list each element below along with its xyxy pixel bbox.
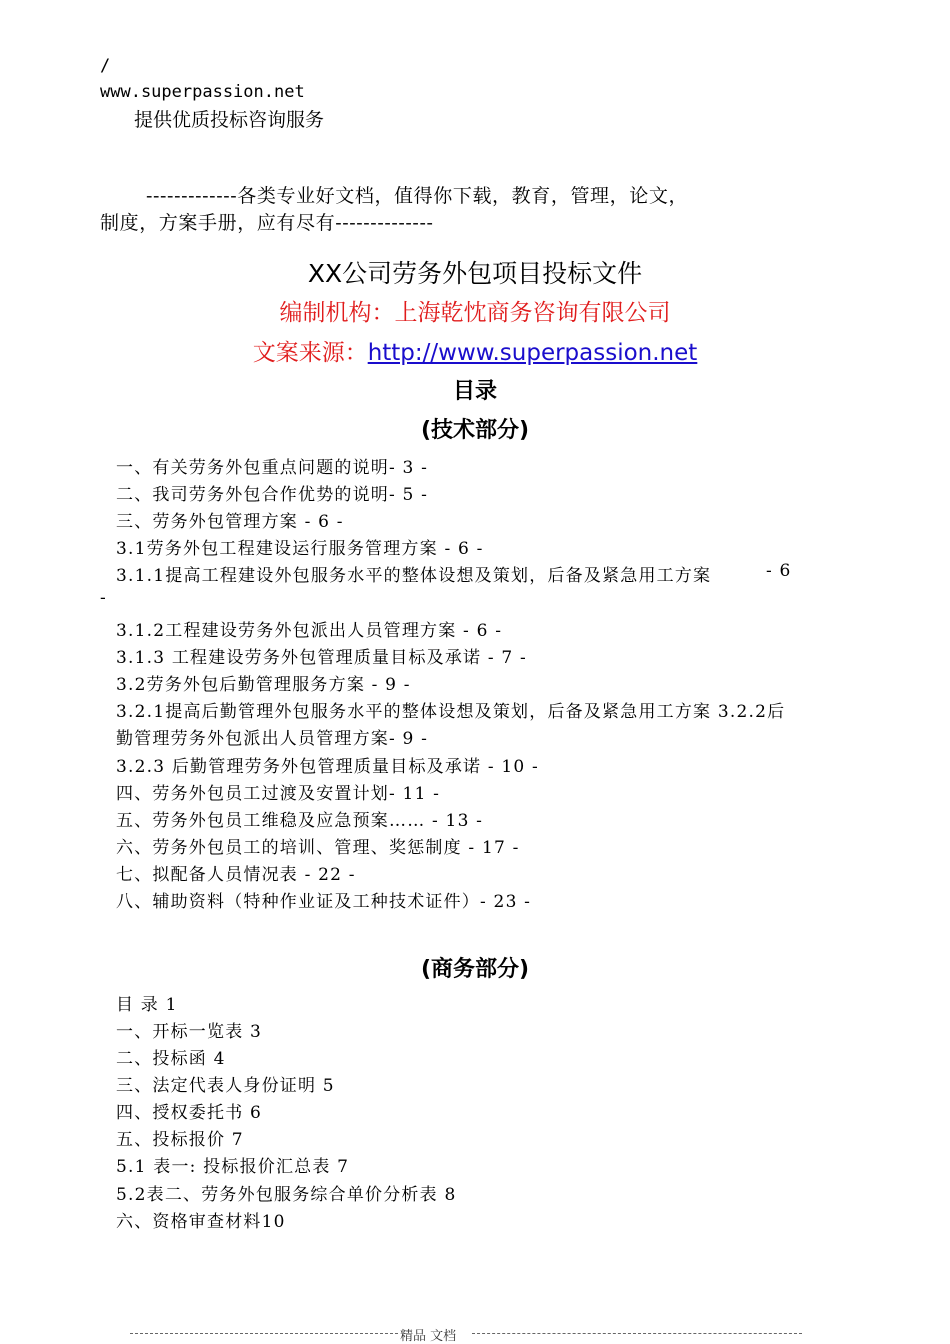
toc-item[interactable]: 五、投标报价 7 [116,1130,244,1150]
toc-item[interactable]: 3.1.3 工程建设劳务外包管理质量目标及承诺 - 7 - [116,648,527,668]
toc-item[interactable]: 3.2.3 后勤管理劳务外包管理质量目标及承诺 - 10 - [116,757,539,777]
toc-item-continuation: - [100,588,107,608]
toc-item[interactable]: 四、授权委托书 6 [116,1103,263,1123]
footer-rule-right [472,1333,802,1334]
source-link[interactable]: http://www.superpassion.net [367,340,698,366]
footer-rule-left [130,1333,398,1334]
toc-item[interactable]: 3.1劳务外包工程建设运行服务管理方案 - 6 - [116,539,484,559]
toc-item[interactable]: 六、劳务外包员工的培训、管理、奖惩制度 - 17 - [116,838,520,858]
footer-text: 精品 文档 [400,1329,457,1344]
header-slash: / [100,56,111,76]
toc-item[interactable]: 3.1.2工程建设劳务外包派出人员管理方案 - 6 - [116,621,503,641]
toc-item[interactable]: 3.1.1提高工程建设外包服务水平的整体设想及策划，后备及紧急用工方案 [116,566,712,586]
toc-item[interactable]: 勤管理劳务外包派出人员管理方案- 9 - [116,729,429,749]
toc-title: 目录 [452,379,497,404]
compiling-org: 编制机构：上海乾忱商务咨询有限公司 [279,300,671,326]
header-tagline: 提供优质投标咨询服务 [134,109,325,131]
source-label: 文案来源： [252,340,368,366]
toc-item[interactable]: 五、劳务外包员工维稳及应急预案…… - 13 - [116,811,484,831]
toc-item[interactable]: 七、拟配备人员情况表 - 22 - [116,865,356,885]
toc-item[interactable]: 三、劳务外包管理方案 - 6 - [116,512,344,532]
toc-item[interactable]: 一、开标一览表 3 [116,1022,263,1042]
toc-item[interactable]: 5.1 表一: 投标报价汇总表 7 [116,1157,350,1177]
toc-item[interactable]: 一、有关劳务外包重点问题的说明- 3 - [116,458,429,478]
business-heading: (商务部分) [420,957,530,982]
tech-heading: (技术部分) [420,418,530,443]
toc-item[interactable]: 二、我司劳务外包合作优势的说明- 5 - [116,485,429,505]
toc-item[interactable]: 3.2.1提高后勤管理外包服务水平的整体设想及策划，后备及紧急用工方案 3.2.2后 [116,702,786,722]
banner-line-1: -------------各类专业好文档，值得你下载，教育，管理，论文， [146,185,689,207]
toc-item[interactable]: 六、资格审查材料10 [116,1212,286,1232]
toc-item-page: - 6 [766,561,792,581]
toc-item[interactable]: 二、投标函 4 [116,1049,226,1069]
header-site: www.superpassion.net [100,82,305,102]
toc-item[interactable]: 八、辅助资料（特种作业证及工种技术证件）- 23 - [116,892,532,912]
source-line [0,334,950,367]
toc-item[interactable]: 三、法定代表人身份证明 5 [116,1076,335,1096]
toc-item[interactable]: 四、劳务外包员工过渡及安置计划- 11 - [116,784,441,804]
banner-line-2: 制度，方案手册，应有尽有-------------- [100,212,434,234]
toc-item[interactable]: 3.2劳务外包后勤管理服务方案 - 9 - [116,675,411,695]
toc-item[interactable]: 5.2表二、劳务外包服务综合单价分析表 8 [116,1185,457,1205]
toc-item[interactable]: 目 录 1 [116,995,178,1015]
document-title: XX公司劳务外包项目投标文件 [307,259,643,288]
